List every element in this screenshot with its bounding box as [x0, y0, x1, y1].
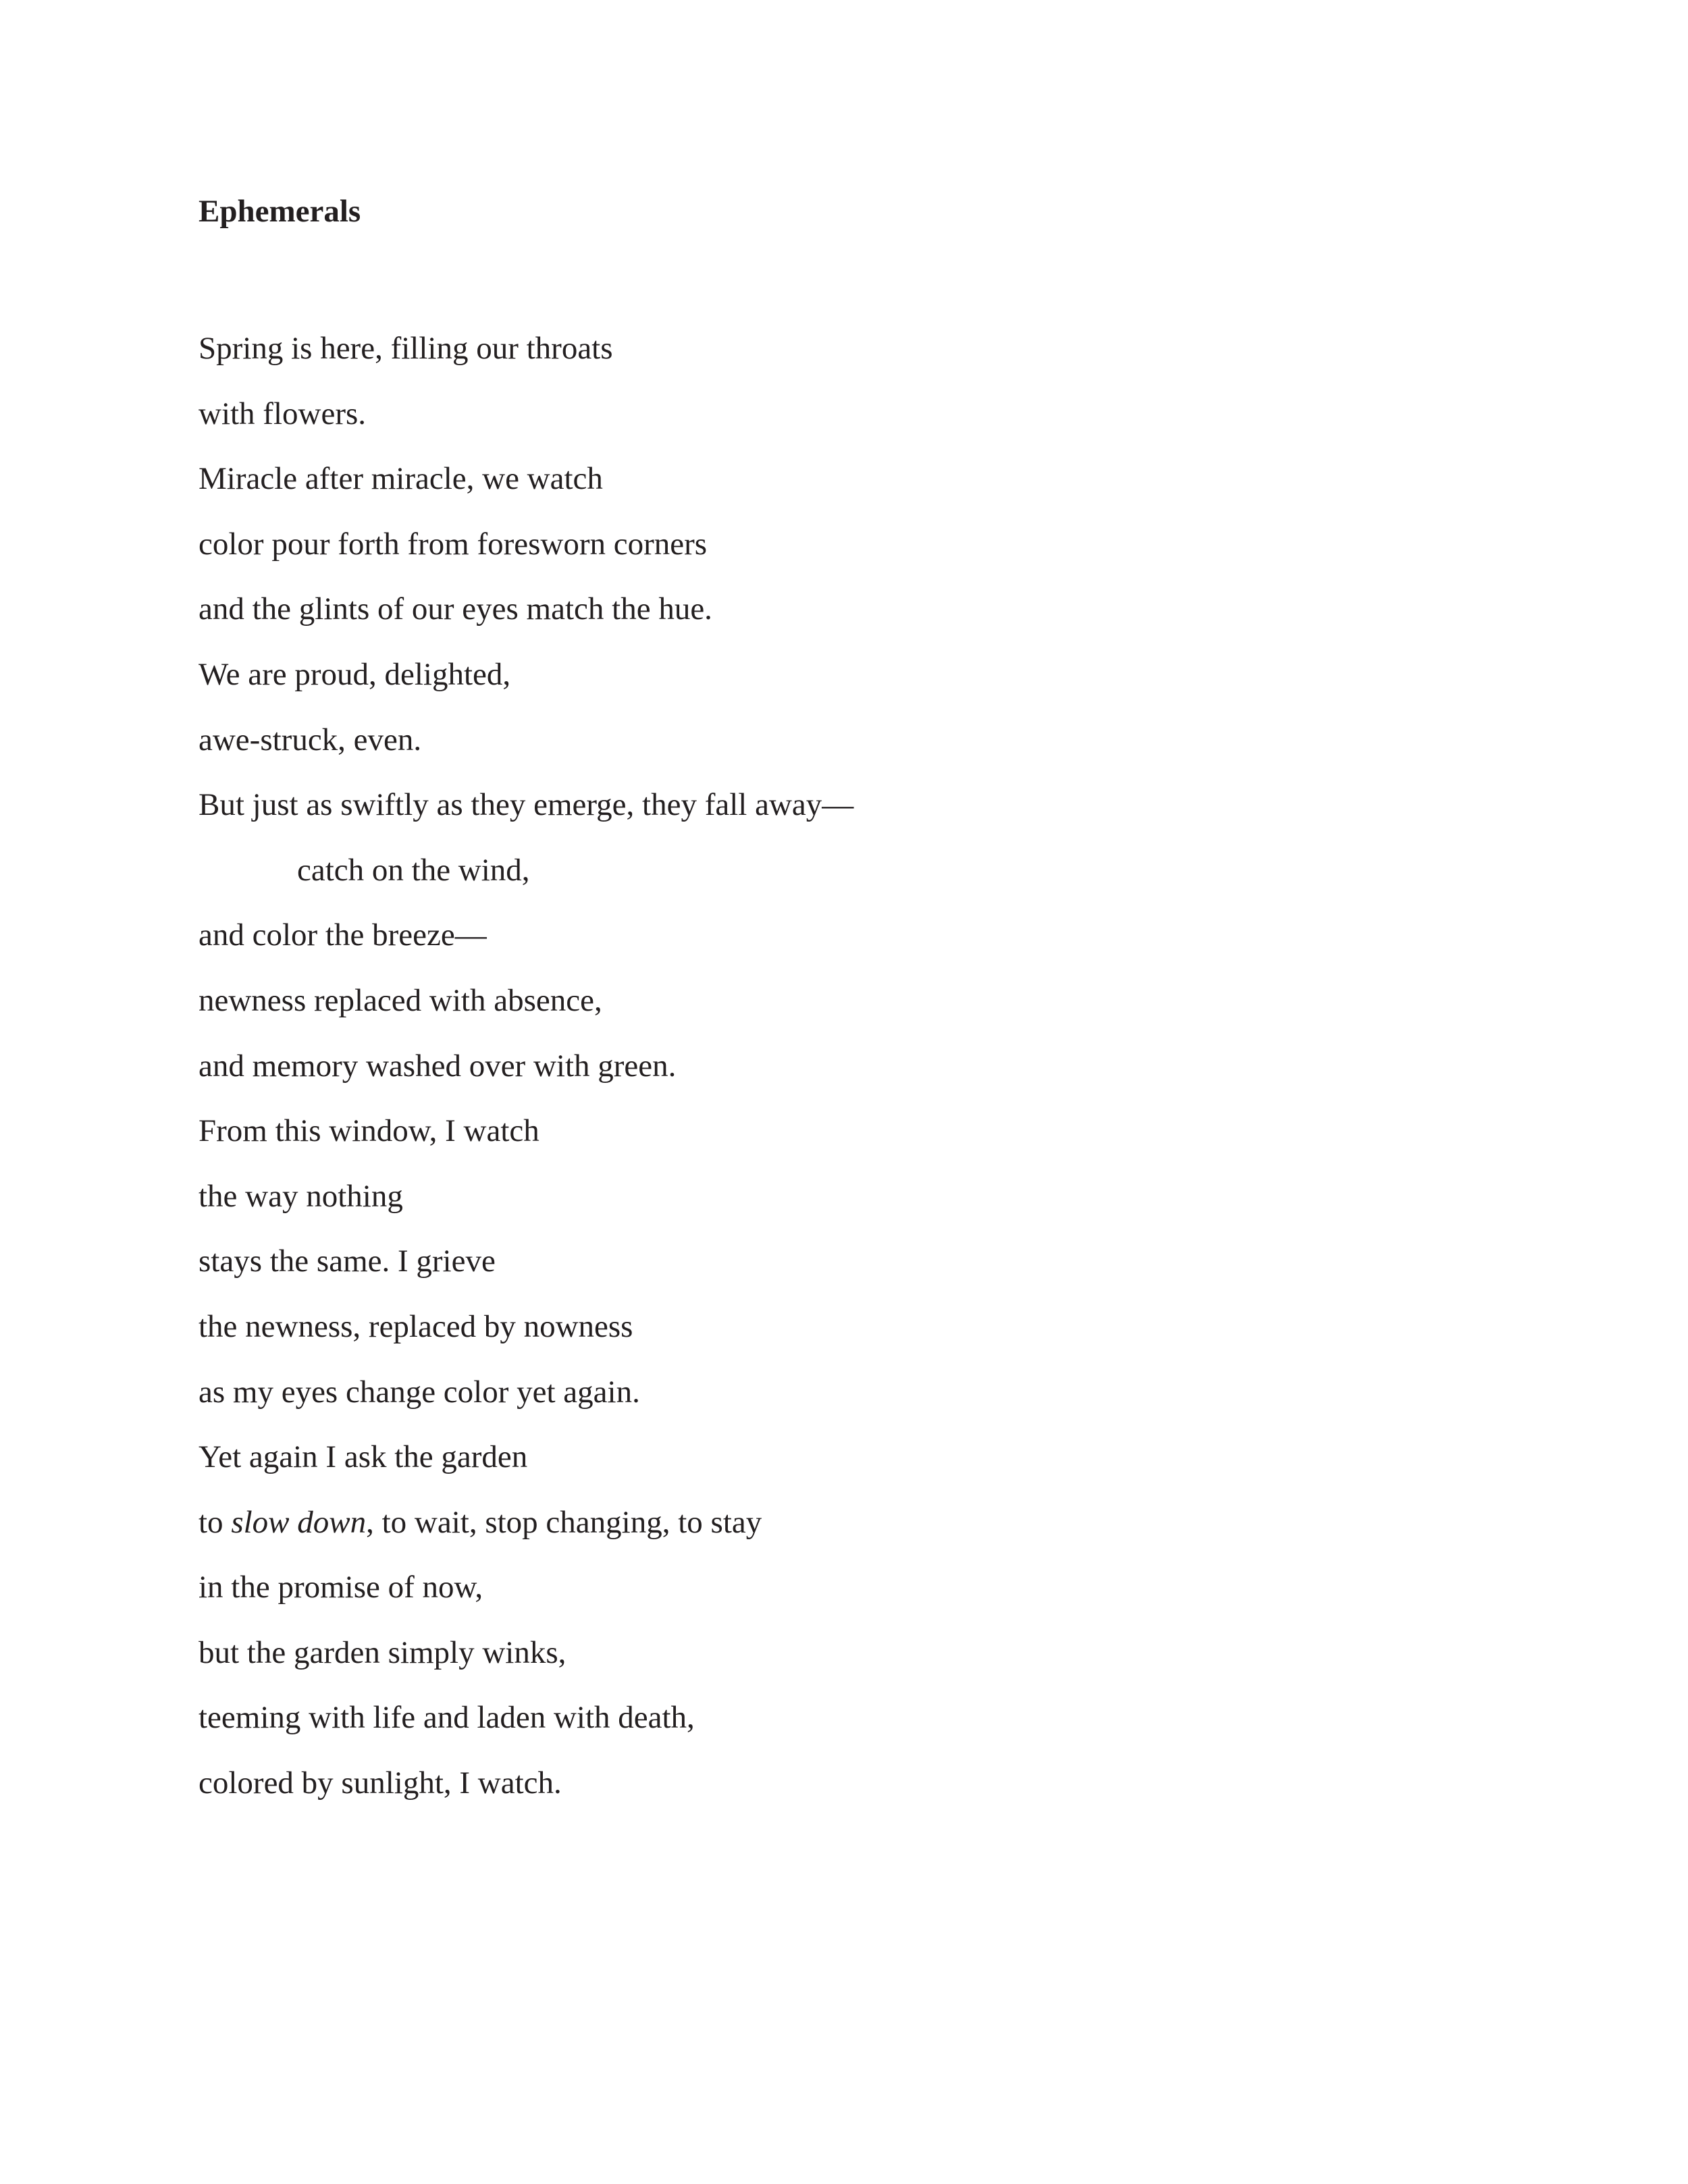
poem-line: in the promise of now, — [199, 1570, 483, 1605]
poem-line: Spring is here, filling our throats — [199, 331, 613, 366]
poem-line — [199, 1503, 853, 1569]
poem-line: and memory washed over with green. — [199, 1048, 677, 1084]
poem-line: We are proud, delighted, — [199, 656, 511, 692]
line-fragment: , to wait, stop changing, to stay — [366, 1504, 762, 1540]
poem-title: Ephemerals — [199, 194, 361, 229]
poem-line: the way nothing — [199, 1178, 403, 1214]
poem-line: From this window, I watch — [199, 1113, 539, 1149]
poem-line: awe-struck, even. — [199, 722, 422, 757]
poem-line: as my eyes change color yet again. — [199, 1374, 640, 1410]
poem-line: color pour forth from foresworn corners — [199, 526, 708, 562]
poem-line: Yet again I ask the garden — [199, 1439, 528, 1475]
poem-line: and the glints of our eyes match the hue. — [199, 591, 712, 627]
poem-line: and color the breeze— — [199, 917, 487, 953]
poem-line: but the garden simply winks, — [199, 1634, 566, 1670]
poem-line: But just as swiftly as they emerge, they fall away— — [199, 787, 854, 823]
poem-line: with flowers. — [199, 396, 367, 431]
poem-body — [199, 329, 853, 1830]
italic-phrase: slow down — [231, 1504, 367, 1540]
line-fragment: to — [199, 1504, 232, 1540]
poem-line: the newness, replaced by nowness — [199, 1308, 633, 1344]
poem-line: stays the same. I grieve — [199, 1244, 496, 1279]
poem-line: teeming with life and laden with death, — [199, 1700, 695, 1736]
poem-line: colored by sunlight, I watch. — [199, 1765, 562, 1801]
poem-line: catch on the wind, — [297, 852, 530, 888]
poem-line: Miracle after miracle, we watch — [199, 461, 603, 497]
poem-line: newness replaced with absence, — [199, 982, 602, 1018]
